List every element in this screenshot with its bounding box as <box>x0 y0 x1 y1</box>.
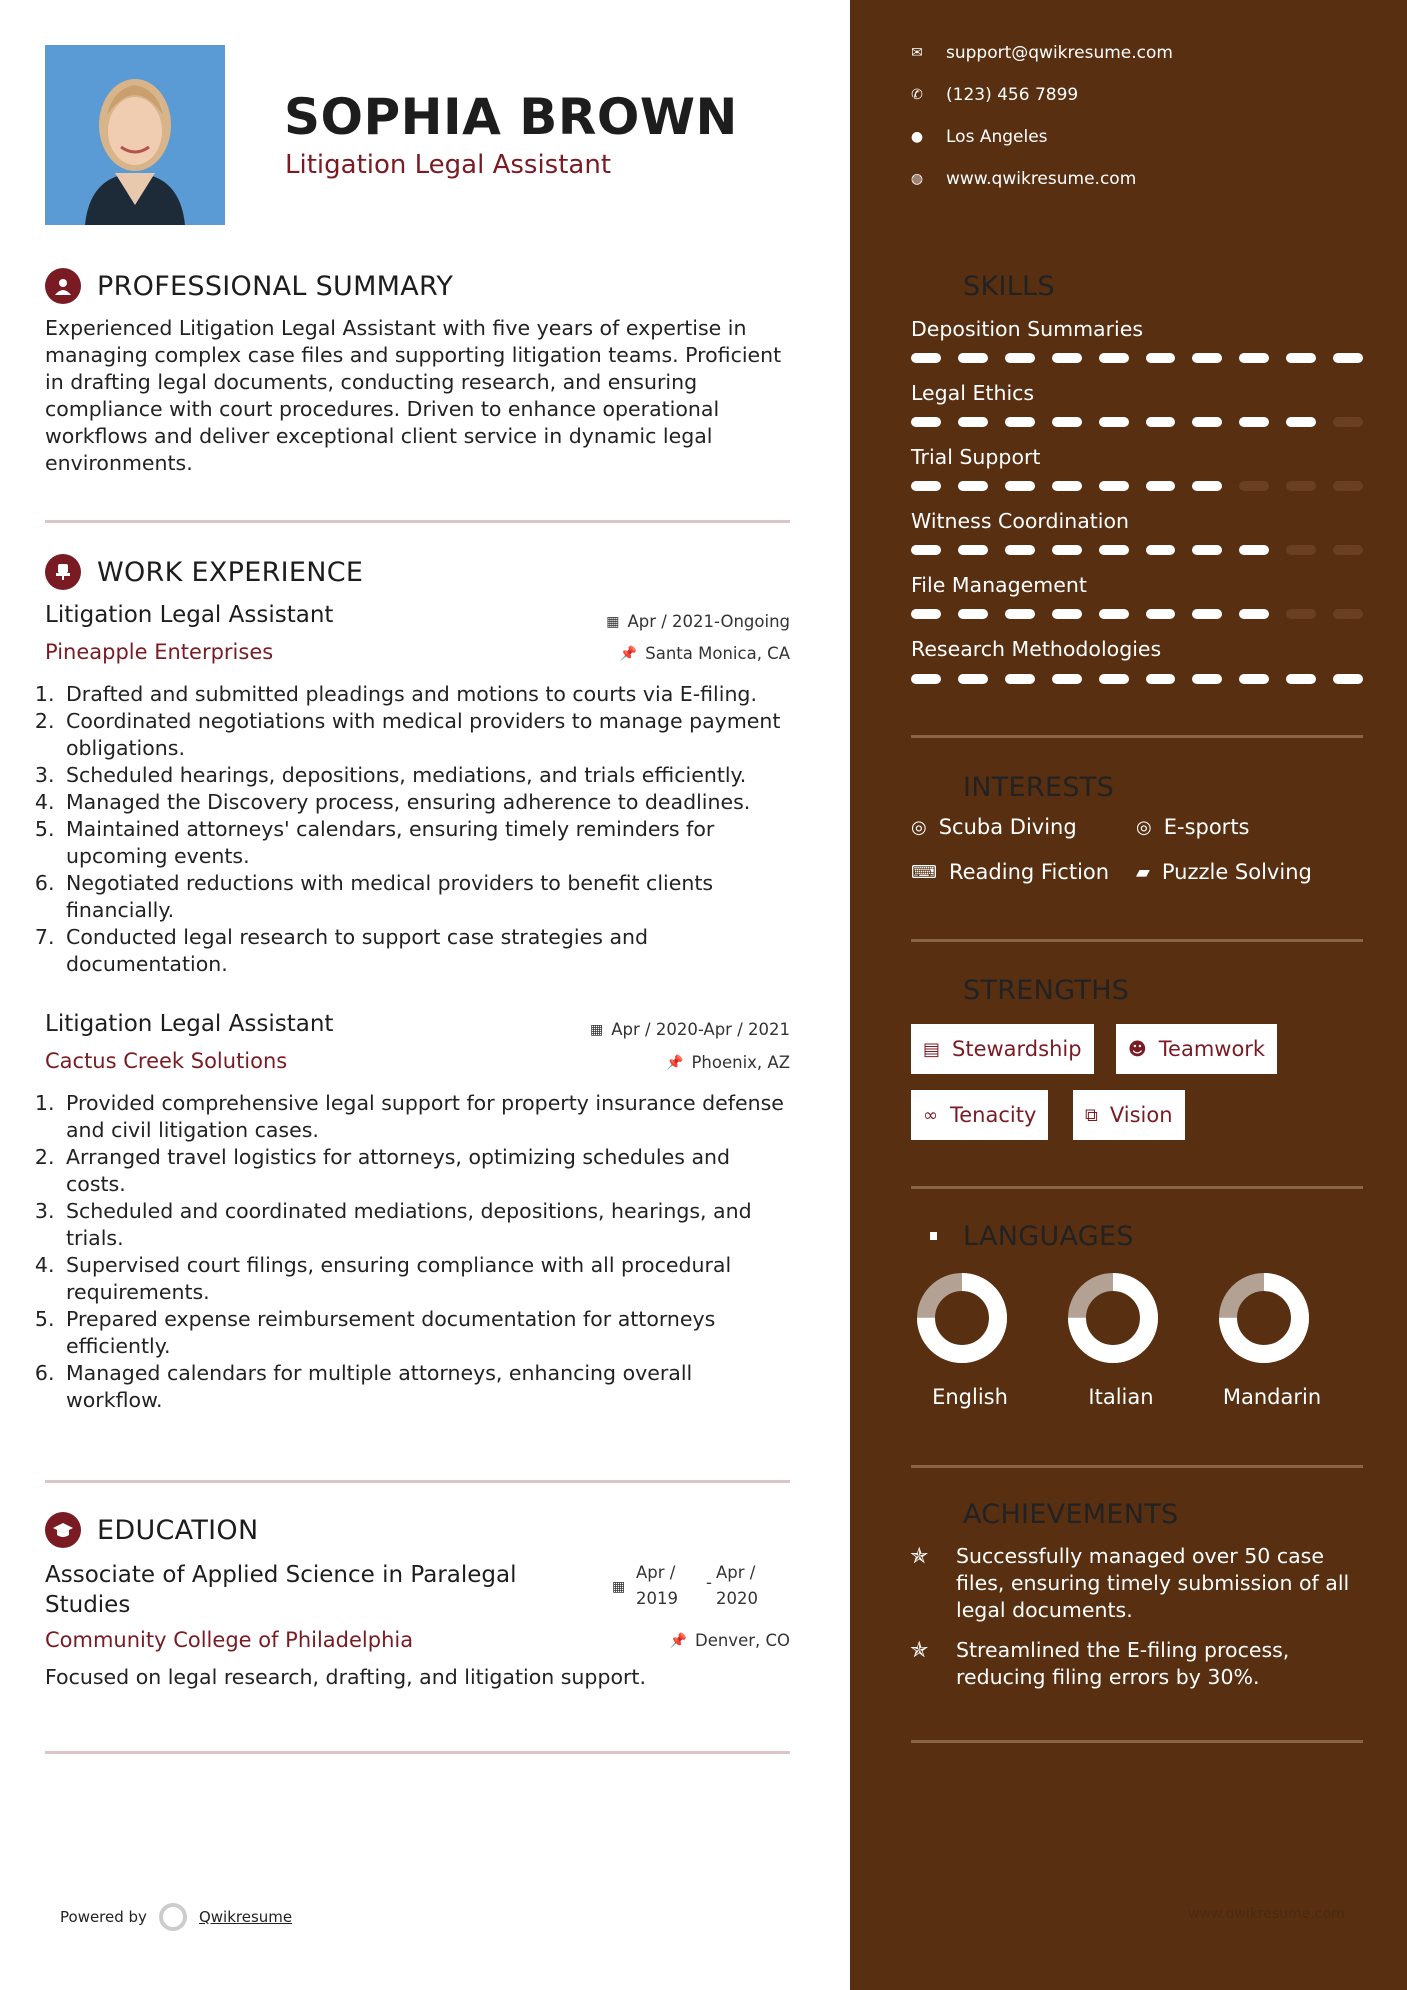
list-item: 6. Managed calendars for multiple attorneys, enhancing overall workflow. <box>61 1360 788 1414</box>
language-ring <box>1218 1272 1310 1364</box>
interests-heading <box>911 769 1114 805</box>
skill-segment <box>1005 674 1035 684</box>
skill-segment <box>1333 417 1363 427</box>
skills-title: SKILLS <box>963 270 1055 302</box>
skill-segment <box>1146 417 1176 427</box>
skill-segment <box>1239 545 1269 555</box>
strength-badge <box>911 1024 1094 1074</box>
profile-photo <box>45 45 225 225</box>
edu-location-text: Denver, CO <box>694 1631 790 1650</box>
divider <box>45 1480 790 1483</box>
achievement-text: Streamlined the E-filing process, reducing filing errors by 30%. <box>956 1638 1290 1689</box>
envelope-icon: ✉ <box>911 45 923 61</box>
job-location <box>490 1053 790 1072</box>
skill-segment <box>1333 609 1363 619</box>
language-name: Mandarin <box>1222 1385 1322 1409</box>
skill-bar <box>911 481 1363 491</box>
lightbulb-icon <box>911 268 947 304</box>
skill-segment <box>1099 674 1129 684</box>
users-icon: ☻ <box>1128 1038 1147 1060</box>
skill-segment <box>1099 353 1129 363</box>
skill-segment <box>1333 674 1363 684</box>
skill-segment <box>1239 417 1269 427</box>
edu-description: Focused on legal research, drafting, and litigation support. <box>45 1665 646 1689</box>
list-item: 7. Conducted legal research to support case strategies and documentation. <box>61 924 788 978</box>
skill-segment <box>1146 481 1176 491</box>
skill-segment <box>1052 545 1082 555</box>
strength-label: Stewardship <box>952 1037 1082 1061</box>
skill-segment <box>911 417 941 427</box>
job-bullets <box>43 681 788 978</box>
interest-label: Scuba Diving <box>938 815 1077 839</box>
divider <box>911 1465 1363 1468</box>
skill-segment <box>1192 545 1222 555</box>
languages-heading <box>911 1218 1134 1254</box>
skill-segment <box>1192 674 1222 684</box>
languages-title: LANGUAGES <box>963 1220 1134 1252</box>
skill-bar <box>911 545 1363 555</box>
strengths-title: STRENGTHS <box>963 974 1130 1006</box>
phone-icon: ✆ <box>911 87 923 103</box>
skill-segment <box>1146 545 1176 555</box>
skill-segment <box>911 353 941 363</box>
list-item: 4. Managed the Discovery process, ensuring adherence to deadlines. <box>61 789 788 816</box>
paper-plane-icon <box>911 769 947 805</box>
skill-name: Deposition Summaries <box>911 317 1144 341</box>
strengths-heading <box>911 972 1129 1008</box>
pin-icon: 📌 <box>669 1632 687 1649</box>
list-item: 1. Drafted and submitted pleadings and motions to courts via E-filing. <box>61 681 788 708</box>
skill-segment <box>1333 481 1363 491</box>
skill-segment <box>1239 609 1269 619</box>
graduation-cap-icon <box>45 1512 81 1548</box>
achievements-heading <box>911 1496 1179 1532</box>
pin-icon: 📌 <box>666 1054 684 1071</box>
interest-item <box>1136 860 1312 884</box>
skill-segment <box>958 674 988 684</box>
powered-by-text: Powered by <box>60 1908 147 1926</box>
footer-site: www.qwikresume.com <box>1188 1906 1345 1922</box>
skill-name: File Management <box>911 573 1087 597</box>
gamepad-icon: ⌨ <box>911 861 937 883</box>
education-title: EDUCATION <box>97 1514 259 1546</box>
interest-label: E-sports <box>1163 815 1250 839</box>
globe-icon: ◍ <box>910 171 924 187</box>
job-bullets <box>43 1090 788 1414</box>
skill-bar <box>911 353 1363 363</box>
skill-segment <box>1286 674 1316 684</box>
achievement-item <box>910 1543 1360 1624</box>
chair-icon <box>45 554 81 590</box>
strength-label: Tenacity <box>950 1103 1037 1127</box>
interest-item <box>911 815 1077 839</box>
shooting-star-icon: ✯ <box>910 1638 929 1663</box>
skill-segment <box>1286 609 1316 619</box>
lifebuoy-icon: ◎ <box>1136 816 1152 838</box>
language-ring <box>916 1272 1008 1364</box>
skill-segment <box>1005 609 1035 619</box>
skill-segment <box>958 545 988 555</box>
list-item: 2. Arranged travel logistics for attorneys, optimizing schedules and costs. <box>61 1144 788 1198</box>
skill-segment <box>1052 417 1082 427</box>
lifebuoy-icon: ◎ <box>911 816 927 838</box>
summary-title: PROFESSIONAL SUMMARY <box>97 270 454 302</box>
education-heading <box>45 1512 258 1548</box>
skill-segment <box>1286 353 1316 363</box>
list-item: 5. Maintained attorneys' calendars, ensuring timely reminders for upcoming events. <box>61 816 788 870</box>
skill-segment <box>1239 353 1269 363</box>
calendar-icon: ▦ <box>590 1021 604 1038</box>
achievement-item <box>910 1637 1360 1691</box>
skill-name: Legal Ethics <box>911 381 1035 405</box>
binoculars-icon: ⧉ <box>1085 1104 1098 1126</box>
divider <box>911 1740 1363 1743</box>
summary-heading <box>45 268 453 304</box>
edu-end-month: Apr / <box>716 1563 756 1582</box>
skill-segment <box>958 609 988 619</box>
strength-label: Teamwork <box>1158 1037 1266 1061</box>
skill-segment <box>1146 353 1176 363</box>
calendar-icon: ▦ <box>612 1579 626 1595</box>
language-name: Italian <box>1088 1385 1154 1409</box>
list-item: 4. Supervised court filings, ensuring compliance with all procedural requirements. <box>61 1252 788 1306</box>
website-text: www.qwikresume.com <box>946 169 1137 189</box>
star-badge-icon <box>911 1496 947 1532</box>
skill-segment <box>1099 545 1129 555</box>
experience-title: WORK EXPERIENCE <box>97 556 364 588</box>
edu-start-month: Apr / <box>636 1563 676 1582</box>
contact-website[interactable] <box>910 169 1136 189</box>
shooting-star-icon: ✯ <box>910 1544 929 1569</box>
job-company: Cactus Creek Solutions <box>45 1049 288 1073</box>
skill-segment <box>1005 545 1035 555</box>
experience-heading <box>45 554 363 590</box>
skill-name: Trial Support <box>911 445 1041 469</box>
skill-name: Witness Coordination <box>911 509 1130 533</box>
skill-segment <box>1005 481 1035 491</box>
skill-segment <box>1333 545 1363 555</box>
email-text: support@qwikresume.com <box>946 43 1173 63</box>
powered-by <box>60 1903 292 1931</box>
degree: Associate of Applied Science in Paralegal Studies <box>45 1562 517 1618</box>
skill-segment <box>1286 417 1316 427</box>
skill-segment <box>911 545 941 555</box>
list-item: 1. Provided comprehensive legal support for property insurance defense and civil litigation cases. <box>61 1090 788 1144</box>
skill-bar <box>911 417 1363 427</box>
achievements-title: ACHIEVEMENTS <box>963 1498 1179 1530</box>
job-date <box>490 1020 790 1039</box>
interest-label: Puzzle Solving <box>1161 860 1312 884</box>
job-date-text: Apr / 2020-Apr / 2021 <box>611 1020 790 1039</box>
skill-segment <box>958 353 988 363</box>
link-icon: ∞ <box>923 1104 938 1126</box>
job-date <box>490 612 790 631</box>
strength-badge <box>911 1090 1048 1140</box>
skill-segment <box>911 609 941 619</box>
interests-title: INTERESTS <box>963 771 1115 803</box>
job-location-text: Santa Monica, CA <box>645 644 790 663</box>
skill-segment <box>911 481 941 491</box>
skill-segment <box>1192 353 1222 363</box>
skill-segment <box>1052 674 1082 684</box>
skill-bar <box>911 674 1363 684</box>
skill-segment <box>1052 481 1082 491</box>
phone-text: (123) 456 7899 <box>946 85 1079 105</box>
edu-start-year: 2019 <box>636 1589 678 1608</box>
list-item: 5. Prepared expense reimbursement documentation for attorneys efficiently. <box>61 1306 788 1360</box>
edu-start <box>636 1560 678 1612</box>
summary-text: Experienced Litigation Legal Assistant with five years of expertise in managing complex case files and supporting litigation teams. Proficient in drafting legal documents, conducting research, and ensuring compliance with court procedures. Driven to enhance operational workflows and deliver exceptional client service in dynamic legal environments. <box>45 316 782 475</box>
skill-segment <box>1005 353 1035 363</box>
contact-location <box>910 127 1048 147</box>
divider <box>911 939 1363 942</box>
candidate-role: Litigation Legal Assistant <box>285 150 612 180</box>
skill-segment <box>1052 353 1082 363</box>
contact-email[interactable] <box>910 43 1173 63</box>
skill-segment <box>1192 609 1222 619</box>
skill-segment <box>1099 609 1129 619</box>
job-date-text: Apr / 2021-Ongoing <box>627 612 790 631</box>
skill-segment <box>1146 609 1176 619</box>
school: Community College of Philadelphia <box>45 1628 414 1652</box>
skill-segment <box>1333 353 1363 363</box>
interest-item <box>911 860 1109 884</box>
user-icon <box>45 268 81 304</box>
candidate-name: SOPHIA BROWN <box>284 88 738 146</box>
language-icon <box>911 1218 947 1254</box>
skill-segment <box>911 674 941 684</box>
skill-segment <box>1192 481 1222 491</box>
list-item: 6. Negotiated reductions with medical providers to benefit clients financially. <box>61 870 788 924</box>
skill-segment <box>1052 609 1082 619</box>
divider <box>911 735 1363 738</box>
skill-segment <box>1239 674 1269 684</box>
edu-end <box>716 1560 758 1612</box>
skill-segment <box>1099 417 1129 427</box>
edu-dash: - <box>706 1573 712 1592</box>
skill-segment <box>958 417 988 427</box>
skill-segment <box>1239 481 1269 491</box>
job-location-text: Phoenix, AZ <box>691 1053 790 1072</box>
skill-segment <box>1192 417 1222 427</box>
skills-heading <box>911 268 1055 304</box>
skill-segment <box>1286 545 1316 555</box>
map-marker-icon: ● <box>910 129 924 145</box>
skill-segment <box>958 481 988 491</box>
brand-link[interactable]: Qwikresume <box>198 1908 293 1926</box>
achievement-text: Successfully managed over 50 case files, ensuring timely submission of all legal documents. <box>956 1544 1350 1622</box>
edu-end-year: 2020 <box>716 1589 758 1608</box>
skill-segment <box>1005 417 1035 427</box>
skill-segment <box>1286 481 1316 491</box>
pin-icon: 📌 <box>619 645 638 662</box>
skill-segment <box>1146 674 1176 684</box>
location-text: Los Angeles <box>946 127 1048 147</box>
job-location <box>490 644 790 663</box>
skill-segment <box>1099 481 1129 491</box>
language-ring <box>1067 1272 1159 1364</box>
job-title: Litigation Legal Assistant <box>45 1011 334 1037</box>
edu-location <box>490 1631 790 1650</box>
list-item: 3. Scheduled hearings, depositions, mediations, and trials efficiently. <box>61 762 788 789</box>
language-name: English <box>932 1385 1008 1409</box>
interest-label: Reading Fiction <box>948 860 1110 884</box>
list-item: 3. Scheduled and coordinated mediations, depositions, hearings, and trials. <box>61 1198 788 1252</box>
calendar-icon: ▦ <box>606 613 620 630</box>
fist-icon <box>911 972 947 1008</box>
contact-phone[interactable] <box>910 85 1078 105</box>
divider <box>45 1751 790 1754</box>
strength-badge <box>1073 1090 1185 1140</box>
job-company: Pineapple Enterprises <box>45 640 274 664</box>
book-icon: ▰ <box>1136 861 1150 883</box>
job-title: Litigation Legal Assistant <box>45 602 334 628</box>
divider <box>911 1186 1363 1189</box>
skill-bar <box>911 609 1363 619</box>
skill-name: Research Methodologies <box>911 637 1162 661</box>
briefcase-icon: ▤ <box>923 1038 941 1060</box>
divider <box>45 520 790 523</box>
list-item: 2. Coordinated negotiations with medical providers to manage payment obligations. <box>61 708 788 762</box>
qwikresume-logo-icon <box>159 1903 187 1931</box>
strength-label: Vision <box>1109 1103 1173 1127</box>
strength-badge <box>1116 1024 1277 1074</box>
interest-item <box>1136 815 1250 839</box>
